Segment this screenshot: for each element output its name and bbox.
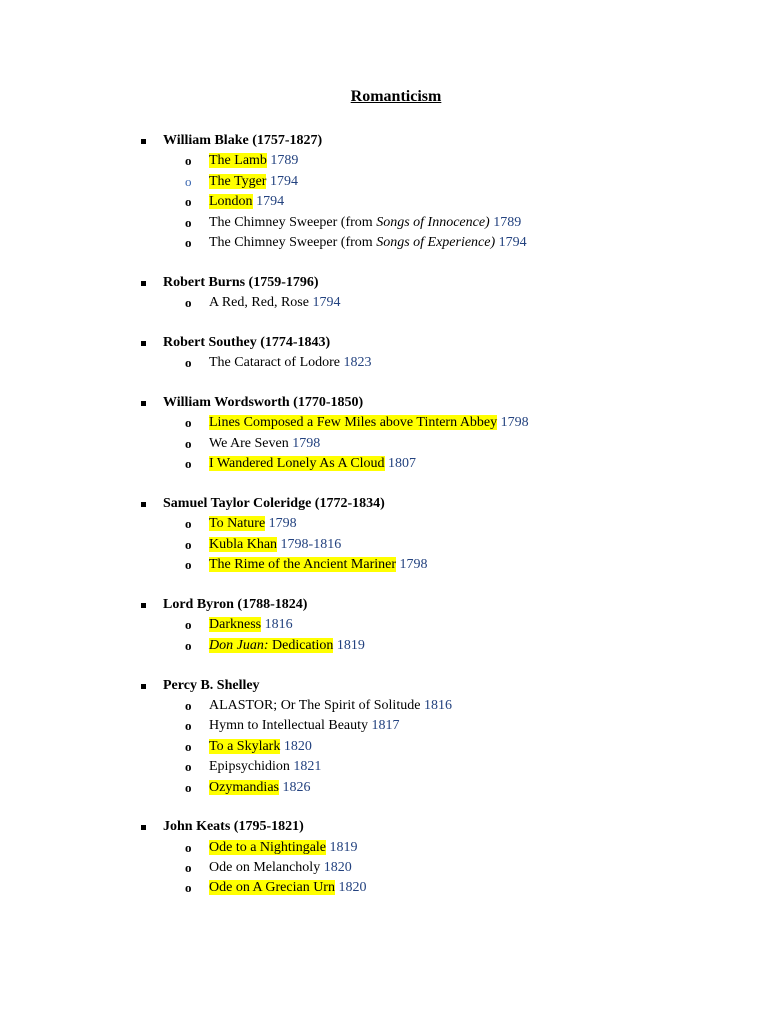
poem-year: 1798 bbox=[268, 516, 297, 532]
poem-title: The Rime of the Ancient Mariner bbox=[209, 557, 396, 573]
poem-line bbox=[209, 213, 521, 233]
poem-line bbox=[209, 192, 284, 212]
poem-title: A Red, Red, Rose bbox=[209, 295, 309, 311]
poem-line bbox=[209, 353, 372, 373]
poem-year: 1798 bbox=[292, 435, 321, 451]
poem-title: We Are Seven bbox=[209, 435, 289, 451]
circle-bullet-icon: o bbox=[185, 234, 192, 250]
poem-item bbox=[0, 838, 768, 858]
poem-title: Darkness bbox=[209, 617, 262, 633]
poem-item bbox=[0, 434, 768, 454]
author-heading bbox=[0, 393, 768, 413]
author-heading bbox=[0, 273, 768, 293]
poem-title: Don Juan: bbox=[209, 637, 269, 653]
circle-bullet-icon: o bbox=[185, 536, 192, 552]
poem-year: 1821 bbox=[293, 759, 322, 775]
author-name: Samuel Taylor Coleridge (1772-1834) bbox=[163, 496, 385, 512]
poem-title: The Tyger bbox=[209, 173, 267, 189]
poem-line bbox=[209, 514, 297, 534]
poem-title: Ode on A Grecian Urn bbox=[209, 880, 335, 896]
poem-line bbox=[209, 696, 452, 716]
poem-year: 1794 bbox=[256, 194, 285, 210]
poem-line bbox=[209, 535, 341, 555]
poem-title: Hymn to Intellectual Beauty bbox=[209, 718, 369, 734]
author-block bbox=[0, 393, 768, 475]
poem-line bbox=[209, 233, 527, 253]
author-block bbox=[0, 676, 768, 798]
poem-line bbox=[209, 878, 366, 898]
poem-year: 1823 bbox=[343, 355, 372, 371]
poem-item bbox=[0, 353, 768, 373]
circle-bullet-icon: o bbox=[185, 415, 192, 431]
poem-year: 1794 bbox=[312, 295, 341, 311]
circle-bullet-icon: o bbox=[185, 860, 192, 876]
poem-year: 1798 bbox=[500, 415, 529, 431]
poem-line bbox=[209, 413, 529, 433]
poem-title: London bbox=[209, 194, 253, 210]
poem-title: Lines Composed a Few Miles above Tintern Abbey bbox=[209, 415, 498, 431]
circle-bullet-icon: o bbox=[185, 153, 192, 169]
poem-item bbox=[0, 514, 768, 534]
poem-title: The Cataract of Lodore bbox=[209, 355, 340, 371]
circle-bullet-icon: o bbox=[185, 295, 192, 311]
author-name: William Wordsworth (1770-1850) bbox=[163, 395, 364, 411]
poem-year: 1819 bbox=[336, 637, 365, 653]
poem-item bbox=[0, 878, 768, 898]
poem-title: Dedication bbox=[268, 637, 334, 653]
author-name: John Keats (1795-1821) bbox=[163, 819, 304, 835]
circle-bullet-icon: o bbox=[185, 718, 192, 734]
author-name: William Blake (1757-1827) bbox=[163, 133, 323, 148]
circle-bullet-icon: o bbox=[185, 637, 192, 653]
poem-line bbox=[209, 615, 293, 635]
circle-bullet-icon: o bbox=[185, 173, 192, 189]
circle-bullet-icon: o bbox=[185, 516, 192, 532]
poem-item bbox=[0, 636, 768, 656]
circle-bullet-icon: o bbox=[185, 194, 192, 210]
circle-bullet-icon: o bbox=[185, 779, 192, 795]
poem-line bbox=[209, 737, 312, 757]
poem-title: ALASTOR; Or The Spirit of Solitude bbox=[209, 697, 421, 713]
poem-item bbox=[0, 172, 768, 192]
circle-bullet-icon: o bbox=[185, 435, 192, 451]
poem-line bbox=[209, 757, 321, 777]
poem-year: 1820 bbox=[338, 880, 367, 896]
poem-title: Ode on Melancholy bbox=[209, 860, 321, 876]
author-block bbox=[0, 595, 768, 656]
poem-item bbox=[0, 778, 768, 798]
author-list bbox=[0, 131, 768, 918]
poem-title: The Lamb bbox=[209, 153, 267, 169]
square-bullet-icon bbox=[141, 401, 146, 406]
author-heading bbox=[0, 333, 768, 353]
poem-year: 1807 bbox=[388, 456, 417, 472]
poem-item bbox=[0, 413, 768, 433]
circle-bullet-icon: o bbox=[185, 355, 192, 371]
author-heading bbox=[0, 595, 768, 615]
poem-title: Songs of Innocence) bbox=[376, 214, 490, 230]
poem-item bbox=[0, 213, 768, 233]
poem-line bbox=[209, 636, 365, 656]
circle-bullet-icon: o bbox=[185, 214, 192, 230]
square-bullet-icon bbox=[141, 684, 146, 689]
poem-title: Kubla Khan bbox=[209, 536, 278, 552]
poem-item bbox=[0, 233, 768, 253]
poem-line bbox=[209, 151, 298, 171]
author-block bbox=[0, 494, 768, 576]
poem-item bbox=[0, 696, 768, 716]
poem-item bbox=[0, 555, 768, 575]
square-bullet-icon bbox=[141, 502, 146, 507]
poem-title: To Nature bbox=[209, 516, 266, 532]
poem-item bbox=[0, 192, 768, 212]
poem-line bbox=[209, 838, 358, 858]
square-bullet-icon bbox=[141, 603, 146, 608]
author-name: Robert Southey (1774-1843) bbox=[163, 334, 331, 350]
poem-year: 1794 bbox=[498, 234, 527, 250]
poem-year: 1816 bbox=[423, 697, 452, 713]
square-bullet-icon bbox=[141, 139, 146, 144]
author-name: Percy B. Shelley bbox=[163, 677, 260, 693]
poem-line bbox=[209, 172, 298, 192]
poem-title: Epipsychidion bbox=[209, 759, 290, 775]
author-heading bbox=[0, 494, 768, 514]
author-name: Robert Burns (1759-1796) bbox=[163, 274, 319, 290]
author-heading bbox=[0, 817, 768, 837]
poem-year: 1826 bbox=[282, 779, 311, 795]
poem-title: I Wandered Lonely As A Cloud bbox=[209, 456, 385, 472]
author-name: Lord Byron (1788-1824) bbox=[163, 596, 308, 612]
poem-line bbox=[209, 454, 416, 474]
square-bullet-icon bbox=[141, 281, 146, 286]
circle-bullet-icon: o bbox=[185, 738, 192, 754]
poem-item bbox=[0, 151, 768, 171]
poem-year: 1817 bbox=[371, 718, 400, 734]
poem-item bbox=[0, 615, 768, 635]
poem-year: 1819 bbox=[329, 839, 358, 855]
poem-year: 1820 bbox=[283, 738, 312, 754]
poem-item bbox=[0, 293, 768, 313]
poem-title: The Chimney Sweeper (from bbox=[209, 214, 377, 230]
poem-year: 1789 bbox=[493, 214, 522, 230]
poem-item bbox=[0, 757, 768, 777]
poem-line bbox=[209, 858, 352, 878]
author-block bbox=[0, 273, 768, 314]
poem-line bbox=[209, 555, 428, 575]
page-title: Romanticism bbox=[350, 88, 442, 105]
poem-year: 1789 bbox=[270, 153, 299, 169]
poem-title: Songs of Experience) bbox=[376, 234, 496, 250]
circle-bullet-icon: o bbox=[185, 880, 192, 896]
square-bullet-icon bbox=[141, 341, 146, 346]
circle-bullet-icon: o bbox=[185, 456, 192, 472]
author-block bbox=[0, 131, 768, 253]
author-block bbox=[0, 333, 768, 374]
poem-title: To a Skylark bbox=[209, 738, 281, 754]
poem-year: 1794 bbox=[269, 173, 298, 189]
poem-line bbox=[209, 293, 340, 313]
circle-bullet-icon: o bbox=[185, 759, 192, 775]
poem-title: Ode to a Nightingale bbox=[209, 839, 327, 855]
poem-item bbox=[0, 454, 768, 474]
poem-title: Ozymandias bbox=[209, 779, 279, 795]
author-heading bbox=[0, 131, 768, 151]
poem-title: The Chimney Sweeper (from bbox=[209, 234, 377, 250]
poem-item bbox=[0, 858, 768, 878]
author-block bbox=[0, 817, 768, 899]
poem-item bbox=[0, 535, 768, 555]
circle-bullet-icon: o bbox=[185, 839, 192, 855]
poem-year: 1816 bbox=[264, 617, 293, 633]
poem-year: 1798-1816 bbox=[280, 536, 342, 552]
poem-item bbox=[0, 716, 768, 736]
poem-year: 1798 bbox=[399, 557, 428, 573]
author-heading bbox=[0, 676, 768, 696]
poem-line bbox=[209, 716, 400, 736]
poem-line bbox=[209, 434, 320, 454]
circle-bullet-icon: o bbox=[185, 617, 192, 633]
poem-year: 1820 bbox=[323, 860, 352, 876]
square-bullet-icon bbox=[141, 825, 146, 830]
circle-bullet-icon: o bbox=[185, 697, 192, 713]
poem-line bbox=[209, 778, 310, 798]
circle-bullet-icon: o bbox=[185, 557, 192, 573]
poem-item bbox=[0, 737, 768, 757]
